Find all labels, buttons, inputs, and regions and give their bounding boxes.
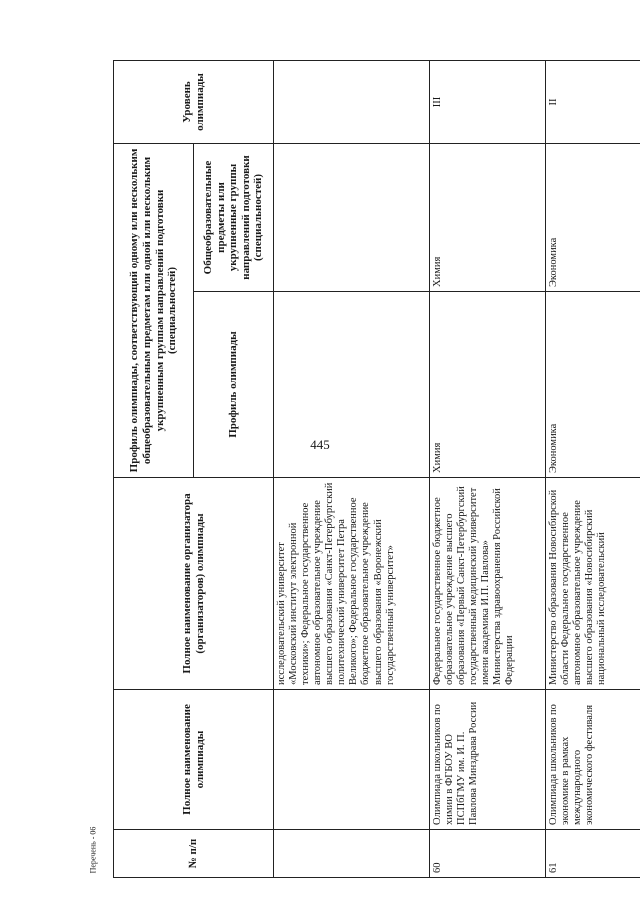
header-row	[114, 61, 194, 878]
row-profile	[274, 292, 430, 478]
row-subjects	[274, 144, 430, 292]
table-row	[274, 61, 430, 878]
header-profile-group: Профиль олимпиады, соответствующий одному или нескольким общеобразовательным предметам или одной или нескольким укрупненным группам направлений подготовки (специальностей)	[114, 144, 194, 478]
row-subjects: Экономика	[546, 144, 640, 292]
row-num	[274, 830, 430, 878]
page-number: 445	[310, 437, 330, 452]
row-level: II	[546, 61, 640, 144]
header-level: Уровень олимпиады	[114, 61, 274, 144]
row-subjects: Химия	[430, 144, 546, 292]
row-level: III	[430, 61, 546, 144]
header-name: Полное наименование олимпиады	[114, 690, 274, 830]
footer-text: Перечень - 06	[88, 826, 98, 874]
olympiad-table	[113, 60, 640, 878]
table-row	[430, 61, 546, 878]
header-num: № п/п	[114, 830, 274, 878]
rotated-table-container	[113, 61, 608, 878]
row-num: 61	[546, 830, 640, 878]
row-organizer: Министерство образования Новосибирской области Федеральное государственное автономное образовательное учреждение высшего образования «Новосибирский национальный исследовательский	[546, 478, 640, 690]
header-profile: Профиль олимпиады	[194, 292, 274, 478]
row-organizer: Федеральное государственное бюджетное образовательное учреждение высшего образования «Первый Санкт-Петербургский государственный медицинский университет имени академика И.П. Павлова» Министерства здравоохранения Российской Федерации	[430, 478, 546, 690]
row-level	[274, 61, 430, 144]
row-profile: Экономика	[546, 292, 640, 478]
row-profile: Химия	[430, 292, 546, 478]
row-organizer: исследовательский университет «Московский институт электронной техники»; Федеральное государственное автономное образовательное учреждение высшего образования «Санкт-Петербургский политехнический университет Петра Великого»; Федеральное государственное бюджетное образовательное учреждение высшего образования «Воронежский государственный университет»	[274, 478, 430, 690]
table-row	[546, 61, 640, 878]
footer	[86, 820, 100, 880]
row-name: Олимпиада школьников по экономике в рамках международного экономического фестиваля	[546, 690, 640, 830]
header-subjects: Общеобразовательные предметы или укрупненные группы направлений подготовки (специальностей)	[194, 144, 274, 292]
row-name	[274, 690, 430, 830]
row-num: 60	[430, 830, 546, 878]
row-name: Олимпиада школьников по химии в ФГБОУ ВО ПСПбГМУ им. И. П. Павлова Минздрава России	[430, 690, 546, 830]
header-organizer: Полное наименование организатора (организаторов) олимпиады	[114, 478, 274, 690]
